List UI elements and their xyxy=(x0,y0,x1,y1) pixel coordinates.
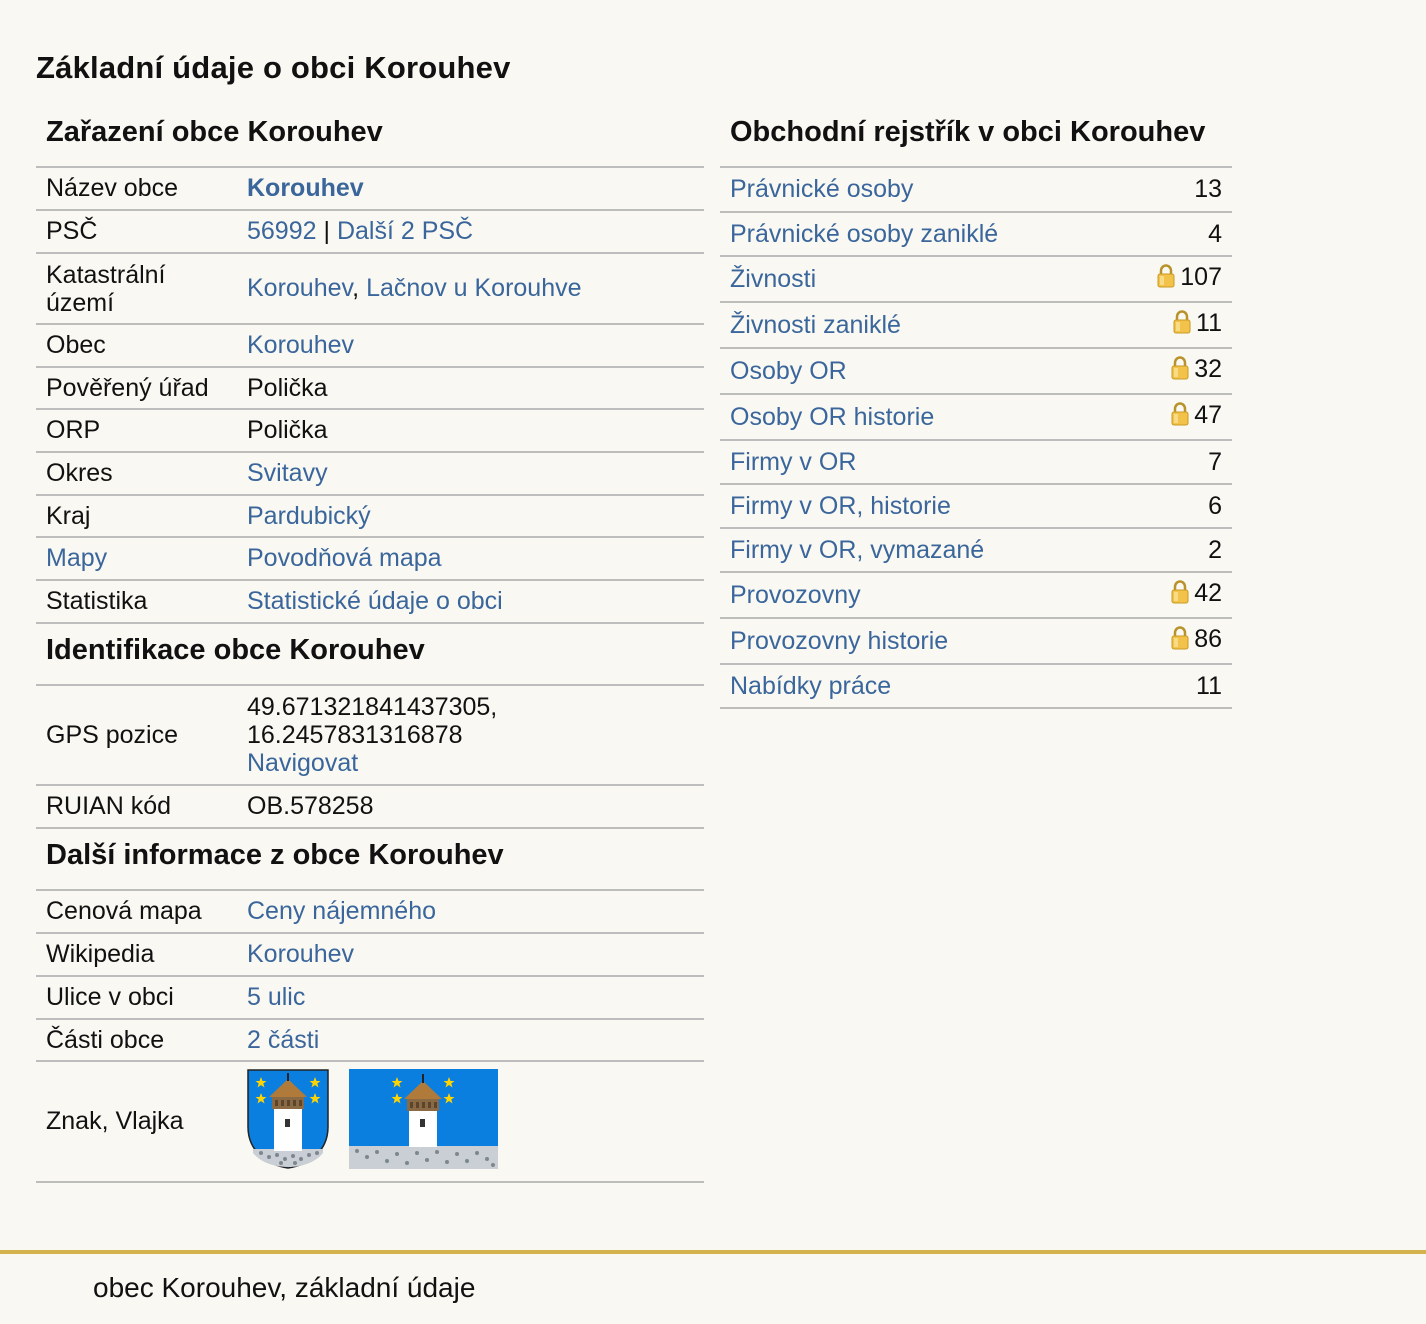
table-row xyxy=(720,528,1232,572)
katastr-comma: , xyxy=(352,274,367,302)
table-row xyxy=(720,484,1232,528)
ceny-najemneho-link[interactable]: Ceny nájemného xyxy=(247,897,437,925)
table-row xyxy=(720,618,1232,664)
table-row xyxy=(36,367,704,409)
rejstrik-count: 6 xyxy=(1208,491,1222,520)
povereny-urad-label: Pověřený úřad xyxy=(36,367,237,409)
statistika-link[interactable]: Statistické údaje o obci xyxy=(247,587,503,615)
rejstrik-count: 11 xyxy=(1196,671,1222,700)
rejstrik-link[interactable]: Firmy v OR, vymazané xyxy=(730,535,985,564)
table-row xyxy=(36,1061,704,1182)
rejstrik-count: 11 xyxy=(1196,309,1222,337)
katastr-link-lacnov[interactable]: Lačnov u Korouhve xyxy=(366,274,582,302)
identifikace-table xyxy=(36,686,704,829)
rejstrik-link[interactable]: Osoby OR historie xyxy=(730,402,935,431)
rejstrik-count: 7 xyxy=(1208,447,1222,476)
rejstrik-link[interactable]: Osoby OR xyxy=(730,356,847,385)
table-row xyxy=(720,212,1232,256)
lock-icon xyxy=(1170,402,1190,433)
ruian-label: RUIAN kód xyxy=(36,785,237,828)
casti-obce-label: Části obce xyxy=(36,1019,237,1061)
ulice-label: Ulice v obci xyxy=(36,976,237,1019)
rejstrik-count: 107 xyxy=(1180,263,1222,291)
orp-value: Polička xyxy=(237,409,704,452)
table-row xyxy=(36,168,704,210)
table-row xyxy=(36,537,704,580)
okres-link[interactable]: Svitavy xyxy=(247,459,328,487)
rejstrik-count: 86 xyxy=(1194,625,1222,653)
rejstrik-count: 47 xyxy=(1194,401,1222,429)
table-row xyxy=(36,1019,704,1061)
rejstrik-link[interactable]: Firmy v OR xyxy=(730,447,857,476)
table-row xyxy=(36,686,704,785)
table-row xyxy=(720,440,1232,484)
obec-label: Obec xyxy=(36,324,237,367)
mapy-link[interactable]: Mapy xyxy=(46,544,108,572)
section-title-rejstrik: Obchodní rejstřík v obci Korouhev xyxy=(720,110,1232,168)
section-title-dalsi: Další informace z obce Korouhev xyxy=(36,829,704,891)
nazev-label: Název obce xyxy=(36,168,237,210)
table-row xyxy=(36,976,704,1019)
obec-link[interactable]: Korouhev xyxy=(247,331,355,359)
footer-divider xyxy=(0,1250,1426,1254)
lock-icon xyxy=(1170,626,1190,657)
table-row xyxy=(36,495,704,537)
table-row xyxy=(720,572,1232,618)
table-row xyxy=(36,452,704,495)
table-row xyxy=(36,580,704,623)
rejstrik-count: 13 xyxy=(1194,175,1222,203)
wikipedia-label: Wikipedia xyxy=(36,933,237,976)
rejstrik-link[interactable]: Právnické osoby xyxy=(730,175,914,203)
katastr-link-korouhev[interactable]: Korouhev xyxy=(247,274,353,302)
kraj-label: Kraj xyxy=(36,495,237,537)
rejstrik-count: 2 xyxy=(1208,535,1222,564)
navigovat-link[interactable]: Navigovat xyxy=(247,749,359,777)
povodnova-mapa-link[interactable]: Povodňová mapa xyxy=(247,544,442,572)
rejstrik-link[interactable]: Firmy v OR, historie xyxy=(730,491,951,520)
rejstrik-link[interactable]: Provozovny xyxy=(730,580,861,609)
table-row xyxy=(36,210,704,253)
coat-of-arms-image xyxy=(247,1069,329,1169)
psc-separator: | xyxy=(323,217,330,245)
left-column xyxy=(36,110,704,1183)
statistika-label: Statistika xyxy=(36,580,237,623)
gps-latitude: 49.671321841437305, xyxy=(247,693,498,721)
rejstrik-link[interactable]: Právnické osoby zaniklé xyxy=(730,219,999,248)
flag-image xyxy=(349,1069,498,1169)
cenova-mapa-label: Cenová mapa xyxy=(36,891,237,933)
table-row xyxy=(720,302,1232,348)
table-row xyxy=(720,394,1232,440)
table-row xyxy=(36,785,704,828)
table-row xyxy=(36,253,704,324)
katastralni-label: Katastrální území xyxy=(36,253,237,324)
povereny-urad-value: Polička xyxy=(237,367,704,409)
table-row xyxy=(720,348,1232,394)
rejstrik-count: 42 xyxy=(1194,579,1222,607)
table-row xyxy=(36,409,704,452)
section-title-zarazeni: Zařazení obce Korouhev xyxy=(36,110,704,168)
rejstrik-link[interactable]: Živnosti zaniklé xyxy=(730,310,901,339)
kraj-link[interactable]: Pardubický xyxy=(247,501,371,530)
ulice-link[interactable]: 5 ulic xyxy=(247,983,306,1011)
gps-label: GPS pozice xyxy=(36,686,237,785)
right-column xyxy=(720,110,1232,709)
rejstrik-count: 4 xyxy=(1208,219,1222,248)
table-row xyxy=(720,256,1232,302)
okres-label: Okres xyxy=(36,452,237,495)
footer-text: obec Korouhev, základní údaje xyxy=(93,1272,476,1303)
table-row xyxy=(720,168,1232,212)
rejstrik-table xyxy=(720,168,1232,709)
table-row xyxy=(36,324,704,367)
lock-icon xyxy=(1156,264,1176,295)
section-title-identifikace: Identifikace obce Korouhev xyxy=(36,624,704,686)
ruian-value: OB.578258 xyxy=(237,785,704,828)
lock-icon xyxy=(1170,580,1190,611)
psc-label: PSČ xyxy=(36,210,237,253)
psc-link[interactable]: 56992 xyxy=(247,217,317,245)
casti-obce-link[interactable]: 2 části xyxy=(247,1025,320,1054)
table-row xyxy=(36,933,704,976)
orp-label: ORP xyxy=(36,409,237,452)
table-row xyxy=(36,891,704,933)
rejstrik-link[interactable]: Nabídky práce xyxy=(730,671,892,700)
lock-icon xyxy=(1170,356,1190,387)
lock-icon xyxy=(1172,310,1192,341)
rejstrik-link[interactable]: Provozovny historie xyxy=(730,626,949,655)
znak-vlajka-label: Znak, Vlajka xyxy=(36,1061,237,1182)
rejstrik-count: 32 xyxy=(1194,355,1222,383)
dalsi-table xyxy=(36,891,704,1183)
table-row xyxy=(720,664,1232,708)
gps-longitude: 16.2457831316878 xyxy=(247,721,463,749)
psc-more-link[interactable]: Další 2 PSČ xyxy=(336,217,474,245)
rejstrik-link[interactable]: Živnosti xyxy=(730,264,817,293)
nazev-link[interactable]: Korouhev xyxy=(247,174,364,202)
wikipedia-link[interactable]: Korouhev xyxy=(247,940,355,968)
zarazeni-table xyxy=(36,168,704,624)
page-title: Základní údaje o obci Korouhev xyxy=(36,50,511,85)
